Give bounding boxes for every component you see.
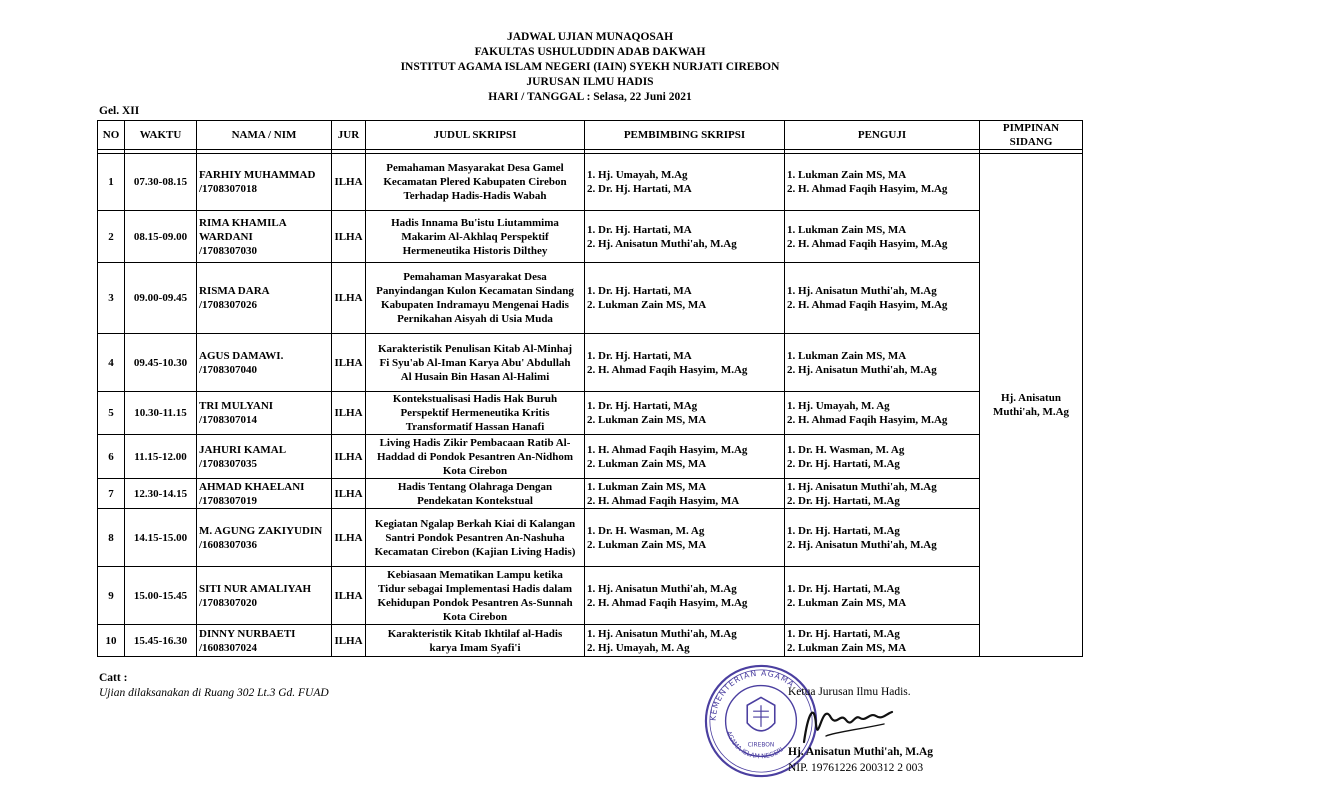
cell-pimpinan-sidang (980, 154, 1083, 657)
cell-judul-line: Pendekatan Kontekstual (417, 494, 533, 507)
cell-penguji (785, 567, 980, 625)
table-row (98, 509, 1083, 567)
cell-nama-line: M. AGUNG ZAKIYUDIN (199, 524, 323, 537)
cell-judul-line: Terhadap Hadis-Hadis Wabah (403, 190, 547, 202)
cell-jur: ILHA (332, 509, 366, 567)
cell-nama (197, 509, 332, 567)
cell-judul-line: Pemahaman Masyarakat Desa (403, 271, 547, 283)
cell-jur: ILHA (332, 334, 366, 392)
col-header-pembimbing: PEMBIMBING SKRIPSI (585, 121, 785, 150)
cell-judul-line: Living Hadis Zikir Pembacaan Ratib Al- (379, 436, 571, 449)
cell-judul-line: Tidur sebagai Implementasi Hadis dalam (378, 582, 572, 595)
cell-nama-line: DINNY NURBAETI (199, 627, 296, 640)
cell-judul-line: Hadis Tentang Olahraga Dengan (397, 480, 553, 493)
cell-pembimbing-line: 1. Hj. Umayah, M.Ag (587, 169, 688, 181)
cell-pembimbing-line: 1. Lukman Zain MS, MA (587, 480, 707, 493)
col-header-waktu: WAKTU (125, 121, 197, 150)
cell-penguji (785, 479, 980, 509)
cell-penguji-line: 2. Dr. Hj. Hartati, M.Ag (787, 457, 900, 470)
cell-pembimbing-line: 2. Hj. Anisatun Muthi'ah, M.Ag (587, 237, 737, 250)
svg-text:KEMENTERIAN AGAMA: KEMENTERIAN AGAMA (708, 668, 797, 722)
cell-jur: ILHA (332, 567, 366, 625)
table-row (98, 567, 1083, 625)
cell-judul-line: Karakteristik Penulisan Kitab Al-Minhaj (377, 342, 573, 355)
cell-pembimbing-line: 2. H. Ahmad Faqih Hasyim, M.Ag (587, 363, 748, 376)
cell-judul-line: Perspektif Hermeneutika Kritis (400, 407, 550, 419)
cell-penguji-line: 2. H. Ahmad Faqih Hasyim, M.Ag (787, 237, 948, 250)
cell-pembimbing-line: 1. Dr. H. Wasman, M. Ag (587, 524, 705, 537)
cell-nama-line: JAHURI KAMAL (199, 443, 287, 456)
table-row (98, 625, 1083, 657)
header-faculty: FAKULTAS USHULUDDIN ADAB DAKWAH (474, 46, 706, 58)
cell-nama-line: TRI MULYANI (199, 400, 274, 412)
cell-jur: ILHA (332, 211, 366, 263)
cell-judul-line: Makarim Al-Akhlaq Perspektif (401, 230, 549, 243)
cell-pembimbing (585, 154, 785, 211)
cell-nama-line: /1708307020 (199, 596, 258, 609)
cell-pembimbing-line: 2. H. Ahmad Faqih Hasyim, MA (587, 494, 740, 507)
cell-waktu: 12.30-14.15 (125, 479, 197, 509)
cell-judul-line: Al Husain Bin Hasan Al-Halimi (400, 370, 550, 383)
cell-nama-line: FARHIY MUHAMMAD (199, 169, 316, 181)
cell-waktu: 09.00-09.45 (125, 263, 197, 334)
cell-judul-line: Kota Cirebon (442, 464, 508, 477)
session-label: Gel. XII (99, 105, 140, 117)
cell-pembimbing (585, 567, 785, 625)
cell-no: 2 (98, 211, 125, 263)
cell-nama-line: SITI NUR AMALIYAH (199, 582, 312, 595)
cell-pembimbing-line: 1. Dr. Hj. Hartati, MA (587, 349, 692, 362)
cell-jur: ILHA (332, 154, 366, 211)
cell-penguji (785, 263, 980, 334)
cell-waktu: 15.45-16.30 (125, 625, 197, 657)
cell-pembimbing (585, 392, 785, 435)
cell-pembimbing-line: 2. Lukman Zain MS, MA (587, 299, 707, 311)
cell-judul-line: Kota Cirebon (442, 610, 508, 623)
cell-nama (197, 263, 332, 334)
header-title: JADWAL UJIAN MUNAQOSAH (506, 31, 674, 43)
cell-waktu: 15.00-15.45 (125, 567, 197, 625)
cell-nama-line: /1608307036 (199, 538, 258, 551)
note-text: Ujian dilaksanakan di Ruang 302 Lt.3 Gd. FUAD (99, 687, 329, 699)
cell-waktu: 09.45-10.30 (125, 334, 197, 392)
cell-nama (197, 479, 332, 509)
cell-nama-line: /1708307040 (199, 363, 258, 376)
cell-pembimbing (585, 625, 785, 657)
cell-pembimbing-line: 2. H. Ahmad Faqih Hasyim, M.Ag (587, 596, 748, 609)
note-label: Catt : (99, 672, 128, 684)
cell-penguji-line: 1. Hj. Umayah, M. Ag (787, 400, 890, 412)
cell-pembimbing-line: 1. H. Ahmad Faqih Hasyim, M.Ag (587, 443, 748, 456)
table-row (98, 479, 1083, 509)
cell-waktu: 14.15-15.00 (125, 509, 197, 567)
cell-judul (366, 567, 585, 625)
pimpinan-sidang-line: Hj. Anisatun (1001, 392, 1061, 404)
cell-pembimbing (585, 479, 785, 509)
cell-no: 3 (98, 263, 125, 334)
cell-nama-line: RISMA DARA (199, 285, 270, 297)
cell-pembimbing (585, 263, 785, 334)
signer-name: Hj. Anisatun Muthi'ah, M.Ag (788, 746, 934, 758)
cell-judul-line: Fi Syu'ab Al-Iman Karya Abu' Abdullah (379, 356, 571, 369)
cell-nama-line: AHMAD KHAELANI (199, 480, 305, 493)
cell-nama (197, 435, 332, 479)
cell-nama-line: /1708307030 (199, 244, 258, 257)
cell-jur: ILHA (332, 392, 366, 435)
cell-judul (366, 211, 585, 263)
cell-nama-line: /1708307019 (199, 494, 258, 507)
cell-pembimbing-line: 2. Lukman Zain MS, MA (587, 538, 707, 551)
cell-judul (366, 154, 585, 211)
cell-pembimbing-line: 2. Hj. Umayah, M. Ag (587, 641, 690, 654)
cell-nama-line: /1608307024 (199, 641, 258, 654)
document-header (0, 30, 1180, 105)
cell-judul (366, 479, 585, 509)
cell-judul-line: Kecamatan Cirebon (Kajian Living Hadis) (374, 545, 576, 558)
cell-penguji-line: 2. Dr. Hj. Hartati, M.Ag (787, 494, 900, 507)
cell-nama (197, 567, 332, 625)
cell-no: 9 (98, 567, 125, 625)
cell-judul-line: Kebiasaan Mematikan Lampu ketika (387, 568, 563, 581)
cell-pembimbing (585, 509, 785, 567)
cell-judul (366, 509, 585, 567)
cell-judul-line: Kecamatan Plered Kabupaten Cirebon (383, 176, 567, 188)
cell-judul-line: Santri Pondok Pesantren An-Nashuha (385, 531, 565, 544)
cell-penguji (785, 154, 980, 211)
cell-jur: ILHA (332, 263, 366, 334)
pimpinan-sidang-line: Muthi'ah, M.Ag (992, 406, 1070, 418)
cell-penguji-line: 2. Hj. Anisatun Muthi'ah, M.Ag (787, 538, 937, 551)
svg-text:CIREBON: CIREBON (747, 742, 775, 749)
cell-waktu: 10.30-11.15 (125, 392, 197, 435)
table-row (98, 263, 1083, 334)
cell-penguji-line: 1. Dr. H. Wasman, M. Ag (787, 443, 905, 456)
cell-judul-line: Kegiatan Ngalap Berkah Kiai di Kalangan (374, 517, 576, 530)
cell-nama (197, 211, 332, 263)
cell-nama-line: /1708307018 (199, 183, 258, 195)
cell-judul-line: Karakteristik Kitab Ikhtilaf al-Hadis (387, 627, 563, 640)
cell-judul (366, 263, 585, 334)
cell-waktu: 08.15-09.00 (125, 211, 197, 263)
table-row (98, 154, 1083, 211)
cell-jur: ILHA (332, 479, 366, 509)
col-header-jur: JUR (332, 121, 366, 150)
table-header-row (98, 121, 1083, 150)
cell-pembimbing (585, 211, 785, 263)
cell-judul-line: Transformatif Hassan Hanafi (405, 421, 545, 433)
cell-jur: ILHA (332, 625, 366, 657)
col-header-judul: JUDUL SKRIPSI (366, 121, 585, 150)
cell-penguji-line: 2. H. Ahmad Faqih Hasyim, M.Ag (787, 299, 948, 311)
cell-judul-line: Kontekstualisasi Hadis Hak Buruh (392, 393, 558, 405)
cell-penguji-line: 1. Lukman Zain MS, MA (787, 169, 907, 181)
cell-nama-line: RIMA KHAMILA (199, 216, 287, 229)
cell-penguji-line: 1. Dr. Hj. Hartati, M.Ag (787, 524, 900, 537)
col-header-pimpinan-2: SIDANG (1009, 136, 1053, 148)
svg-text:AGAMA ISLAM NEGERI: AGAMA ISLAM NEGERI (724, 729, 785, 761)
cell-judul (366, 625, 585, 657)
cell-judul (366, 392, 585, 435)
cell-penguji-line: 1. Hj. Anisatun Muthi'ah, M.Ag (787, 480, 937, 493)
cell-penguji-line: 2. H. Ahmad Faqih Hasyim, M.Ag (787, 414, 948, 426)
cell-nama-line: WARDANI (199, 230, 253, 243)
cell-penguji-line: 1. Lukman Zain MS, MA (787, 349, 907, 362)
cell-pembimbing-line: 2. Lukman Zain MS, MA (587, 414, 707, 426)
cell-penguji-line: 1. Hj. Anisatun Muthi'ah, M.Ag (787, 285, 937, 297)
cell-waktu: 11.15-12.00 (125, 435, 197, 479)
cell-nama (197, 334, 332, 392)
cell-pembimbing (585, 334, 785, 392)
signature-title: Ketua Jurusan Ilmu Hadis. (788, 686, 911, 698)
cell-no: 7 (98, 479, 125, 509)
col-header-penguji: PENGUJI (785, 121, 980, 150)
col-header-no: NO (98, 121, 125, 150)
cell-judul-line: Pemahaman Masyarakat Desa Gamel (386, 162, 564, 174)
cell-nama (197, 392, 332, 435)
cell-judul (366, 334, 585, 392)
cell-judul (366, 435, 585, 479)
cell-nama-line: AGUS DAMAWI. (199, 349, 284, 362)
cell-judul-line: Pernikahan Aisyah di Usia Muda (397, 313, 553, 325)
cell-nama (197, 154, 332, 211)
signer-nip: NIP. 19761226 200312 2 003 (788, 762, 924, 774)
cell-judul-line: karya Imam Syafi'i (429, 641, 521, 654)
cell-no: 4 (98, 334, 125, 392)
cell-pembimbing-line: 1. Dr. Hj. Hartati, MA (587, 223, 692, 236)
cell-judul-line: Panyindangan Kulon Kecamatan Sindang (376, 285, 574, 297)
handwritten-signature (796, 694, 906, 754)
cell-no: 8 (98, 509, 125, 567)
cell-no: 5 (98, 392, 125, 435)
cell-waktu: 07.30-08.15 (125, 154, 197, 211)
schedule-body (98, 154, 1083, 657)
cell-judul-line: Kabupaten Indramayu Mengenai Hadis (381, 299, 569, 311)
cell-penguji-line: 2. H. Ahmad Faqih Hasyim, M.Ag (787, 183, 948, 195)
cell-nama-line: /1708307026 (199, 299, 258, 311)
header-department: JURUSAN ILMU HADIS (526, 76, 654, 88)
cell-penguji (785, 509, 980, 567)
table-row (98, 392, 1083, 435)
cell-penguji-line: 2. Lukman Zain MS, MA (787, 641, 907, 654)
col-header-nama: NAMA / NIM (197, 121, 332, 150)
cell-nama-line: /1708307014 (199, 414, 258, 426)
cell-penguji-line: 1. Dr. Hj. Hartati, M.Ag (787, 582, 900, 595)
cell-nama-line: /1708307035 (199, 457, 258, 470)
col-header-pimpinan (980, 121, 1083, 150)
header-date: HARI / TANGGAL : Selasa, 22 Juni 2021 (488, 91, 692, 103)
cell-pembimbing-line: 2. Lukman Zain MS, MA (587, 457, 707, 470)
cell-judul-line: Haddad di Pondok Pesantren An-Nidhom (376, 450, 574, 463)
cell-penguji-line: 2. Lukman Zain MS, MA (787, 596, 907, 609)
cell-penguji (785, 334, 980, 392)
cell-penguji-line: 2. Hj. Anisatun Muthi'ah, M.Ag (787, 363, 937, 376)
cell-penguji-line: 1. Dr. Hj. Hartati, M.Ag (787, 627, 900, 640)
cell-penguji-line: 1. Lukman Zain MS, MA (787, 223, 907, 236)
cell-pembimbing-line: 1. Hj. Anisatun Muthi'ah, M.Ag (587, 627, 737, 640)
cell-jur: ILHA (332, 435, 366, 479)
cell-pembimbing-line: 1. Hj. Anisatun Muthi'ah, M.Ag (587, 582, 737, 595)
cell-penguji (785, 435, 980, 479)
cell-pembimbing-line: 1. Dr. Hj. Hartati, MAg (587, 400, 698, 412)
table-row (98, 211, 1083, 263)
table-row (98, 334, 1083, 392)
cell-no: 10 (98, 625, 125, 657)
cell-pembimbing-line: 2. Dr. Hj. Hartati, MA (587, 183, 692, 195)
cell-judul-line: Kehidupan Pondok Pesantren As-Sunnah (377, 596, 573, 609)
table-row (98, 435, 1083, 479)
cell-pembimbing (585, 435, 785, 479)
col-header-pimpinan-1: PIMPINAN (1002, 122, 1060, 134)
cell-penguji (785, 211, 980, 263)
cell-pembimbing-line: 1. Dr. Hj. Hartati, MA (587, 285, 692, 297)
cell-nama (197, 625, 332, 657)
cell-no: 1 (98, 154, 125, 211)
cell-penguji (785, 625, 980, 657)
cell-judul-line: Hermeneutika Historis Dilthey (402, 244, 548, 257)
cell-no: 6 (98, 435, 125, 479)
cell-penguji (785, 392, 980, 435)
cell-judul-line: Hadis Innama Bu'istu Liutammima (391, 216, 559, 229)
schedule-table (97, 120, 1083, 657)
header-institute: INSTITUT AGAMA ISLAM NEGERI (IAIN) SYEKH NURJATI CIREBON (400, 61, 780, 73)
